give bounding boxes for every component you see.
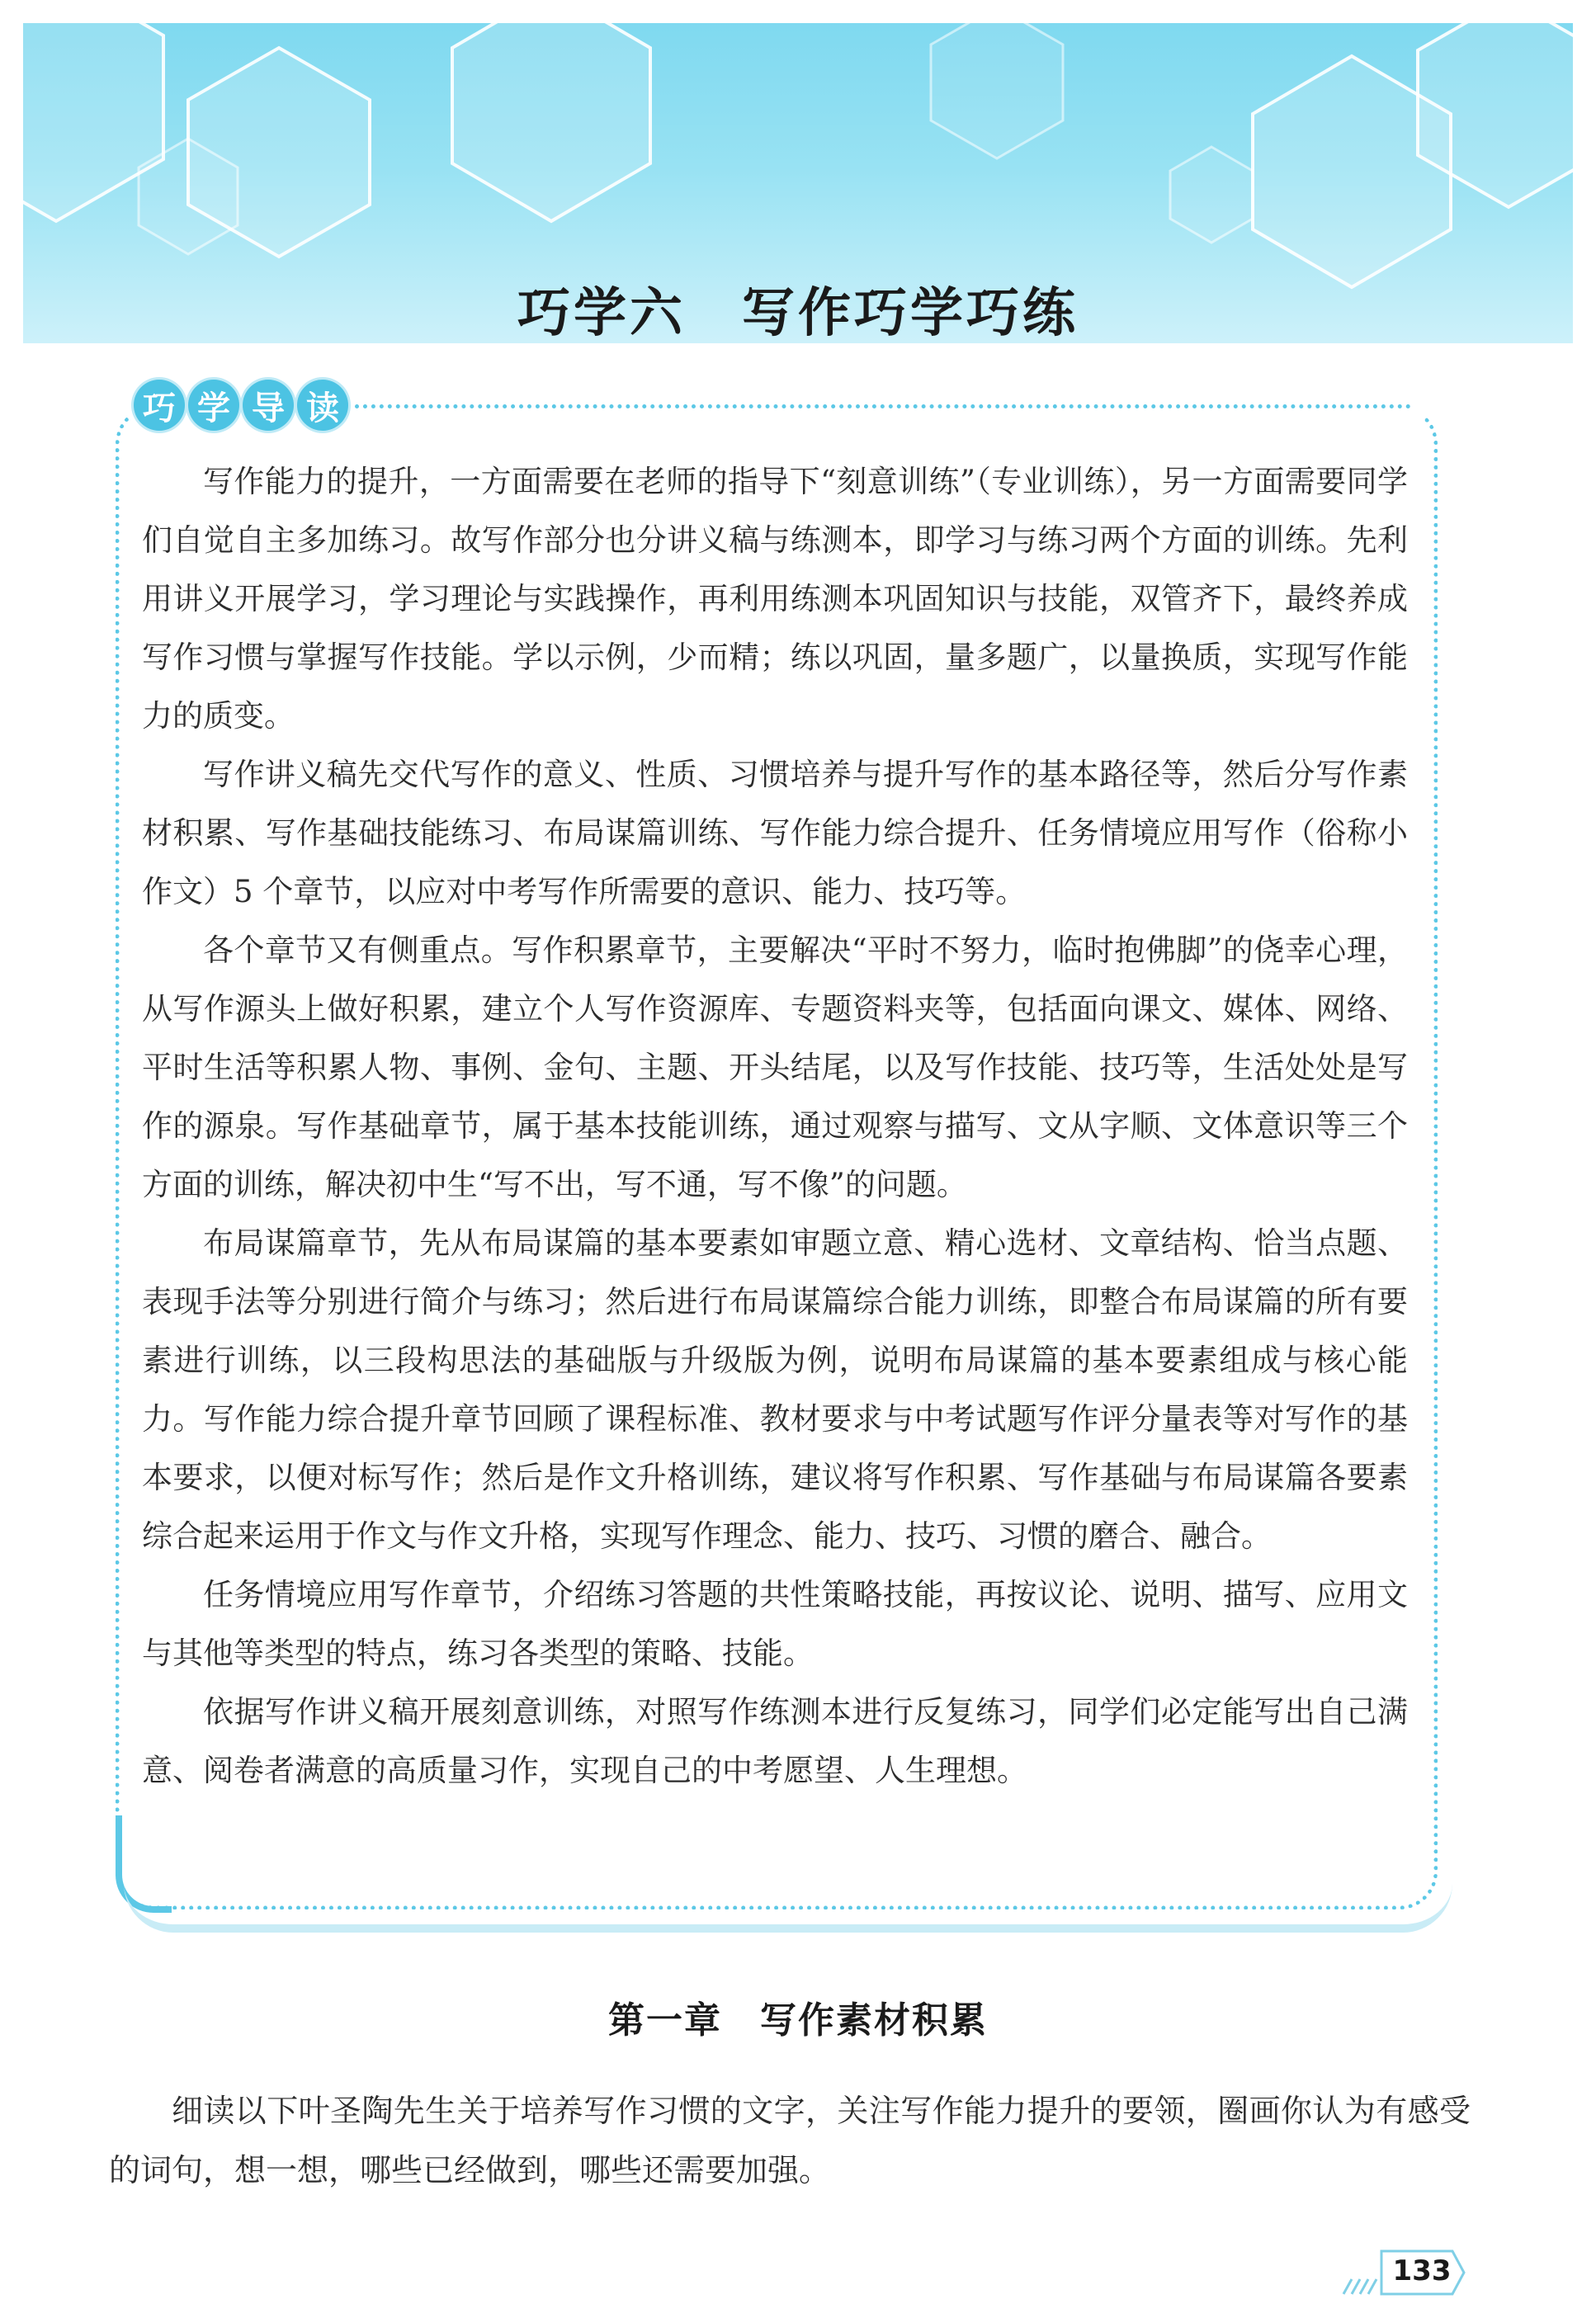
- page-number: 133: [1392, 2254, 1452, 2287]
- page-title: 巧学六 写作巧学巧练: [517, 282, 1079, 343]
- chapter-intro: 细读以下叶圣陶先生关于培养写作习惯的文字，关注写作能力提升的要领，圈画你认为有感受的词句，想一想，哪些已经做到，哪些还需要加强。: [109, 2093, 1471, 2188]
- guide-paragraph: 写作能力的提升，一方面需要在老师的指导下“刻意训练”（专业训练），另一方面需要同学们自觉自主多加练习。故写作部分也分讲义稿与练测本，即学习与练习两个方面的训练。先利用讲义开展学习，学习理论与实践操作，再利用练测本巩固知识与技能，双管齐下，最终养成写作习惯与掌握写作技能。学以示例，少而精；练以巩固，量多题广，以量换质，实现写作能力的质变。: [142, 464, 1408, 734]
- guide-paragraph: 布局谋篇章节，先从布局谋篇的基本要素如审题立意、精心选材、文章结构、恰当点题、表现手法等分别进行简介与练习；然后进行布局谋篇综合能力训练，即整合布局谋篇的所有要素进行训练，以三段构思法的基础版与升级版为例，说明布局谋篇的基本要素组成与核心能力。写作能力综合提升章节回顾了课程标准、教材要求与中考试题写作评分量表等对写作的基本要求，以便对标写作；然后是作文升格训练，建议将写作积累、写作基础与布局谋篇各要素综合起来运用于作文与作文升格，实现写作理念、能力、技巧、习惯的磨合、融合。: [142, 1225, 1408, 1554]
- guide-body: [142, 452, 1408, 1800]
- guide-label-char: 学: [188, 380, 239, 431]
- guide-paragraph: 写作讲义稿先交代写作的意义、性质、习惯培养与提升写作的基本路径等，然后分写作素材积累、写作基础技能练习、布局谋篇训练、写作能力综合提升、任务情境应用写作（俗称小作文）5 个章节，以应对中考写作所需要的意识、能力、技巧等。: [142, 757, 1408, 909]
- guide-label-char: 读: [297, 380, 348, 431]
- guide-label-char: 巧: [134, 380, 185, 431]
- guide-section-label: [134, 378, 352, 432]
- guide-paragraph: 依据写作讲义稿开展刻意训练，对照写作练测本进行反复练习，同学们必定能写出自己满意、阅卷者满意的高质量习作，实现自己的中考愿望、人生理想。: [142, 1694, 1408, 1788]
- chapter-body: [109, 2081, 1471, 2200]
- guide-box-shadow: [124, 1867, 1452, 1933]
- guide-paragraph: 各个章节又有侧重点。写作积累章节，主要解决“平时不努力，临时抱佛脚”的侥幸心理，从写作源头上做好积累，建立个人写作资源库、专题资料夹等，包括面向课文、媒体、网络、平时生活等积累人物、事例、金句、主题、开头结尾，以及写作技能、技巧等，生活处处是写作的源泉。写作基础章节，属于基本技能训练，通过观察与描写、文从字顺、文体意识等三个方面的训练，解决初中生“写不出，写不通，写不像”的问题。: [142, 932, 1408, 1202]
- header-banner: [23, 23, 1573, 343]
- guide-label-char: 导: [243, 380, 294, 431]
- chapter-title: 第一章 写作素材积累: [608, 1999, 988, 2042]
- guide-paragraph: 任务情境应用写作章节，介绍练习答题的共性策略技能，再按议论、说明、描写、应用文与其他等类型的特点，练习各类型的策略、技能。: [142, 1577, 1408, 1671]
- page-number-badge: [1339, 2243, 1471, 2302]
